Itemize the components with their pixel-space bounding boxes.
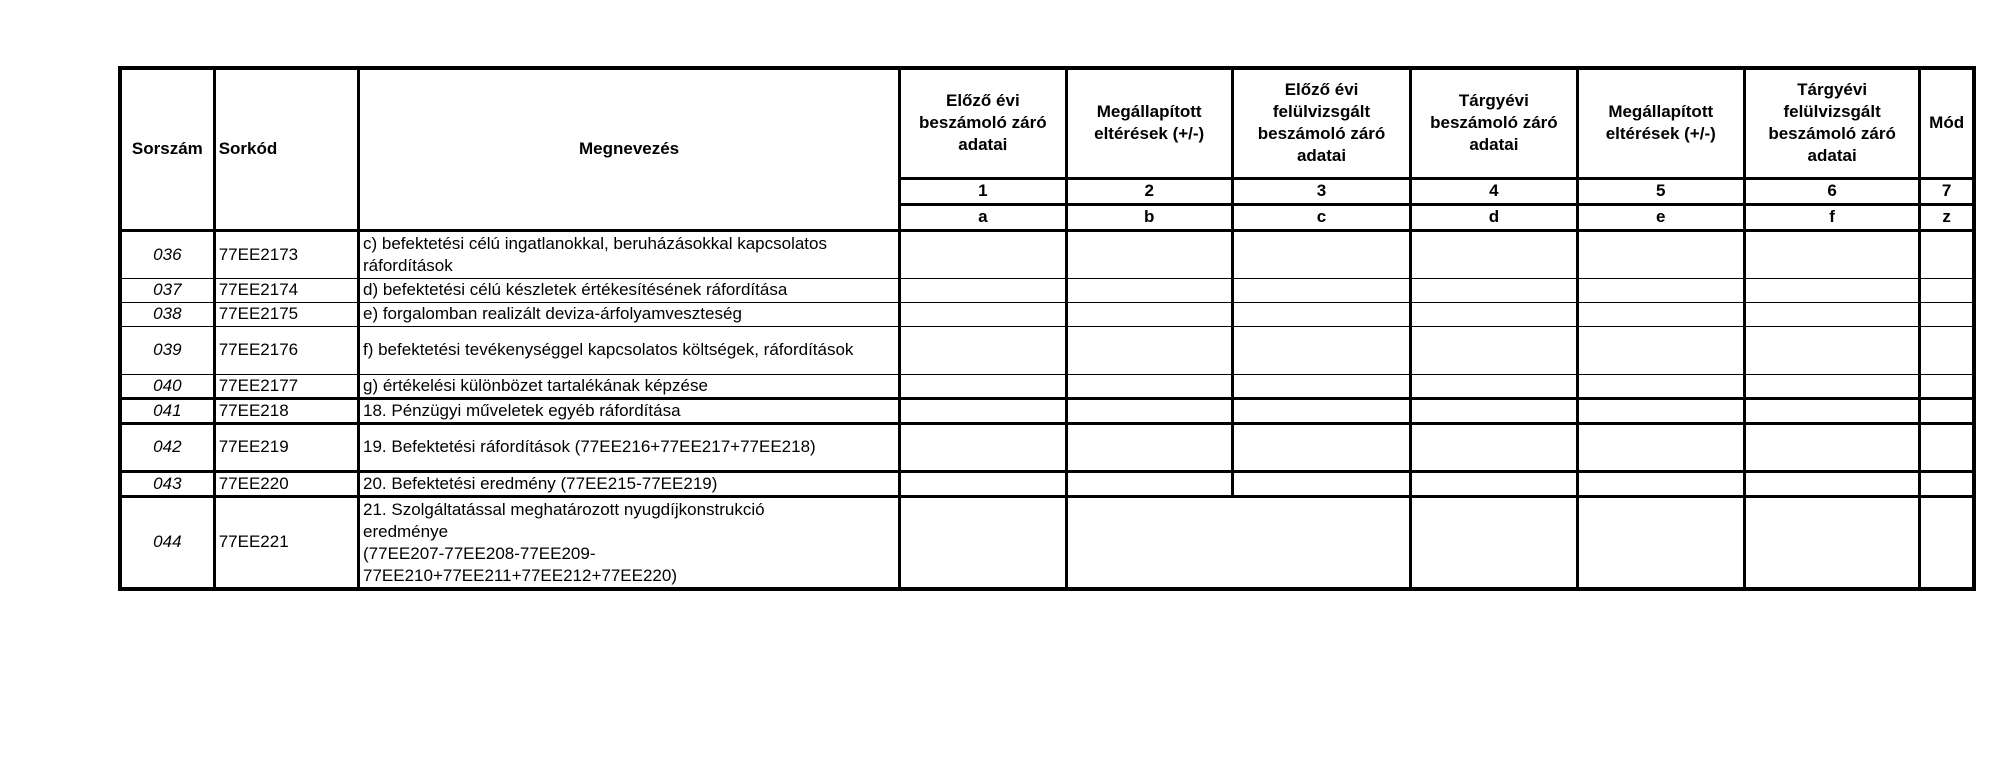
value-cell-d[interactable]	[1411, 230, 1577, 278]
megnevezes-line: 77EE210+77EE211+77EE212+77EE220)	[363, 565, 677, 585]
row-sorkod: 77EE2175	[214, 302, 358, 326]
value-cell-c[interactable]	[1232, 374, 1410, 398]
value-cell-a[interactable]	[900, 471, 1066, 496]
row-sorszam: 037	[120, 278, 214, 302]
value-cell-z[interactable]	[1920, 302, 1974, 326]
row-sorkod: 77EE218	[214, 398, 358, 423]
value-cell-a[interactable]	[900, 374, 1066, 398]
header-col2: Megállapított eltérések (+/-)	[1066, 68, 1232, 178]
row-megnevezes: 20. Befektetési eredmény (77EE215-77EE219)	[359, 471, 900, 496]
value-cell-f[interactable]	[1744, 302, 1919, 326]
row-megnevezes: e) forgalomban realizált deviza-árfolyamveszteség	[359, 302, 900, 326]
value-cell-z[interactable]	[1920, 230, 1974, 278]
row-megnevezes: f) befektetési tevékenységgel kapcsolatos költségek, ráfordítások	[359, 326, 900, 374]
value-cell-d[interactable]	[1411, 423, 1577, 471]
value-cell-d[interactable]	[1411, 326, 1577, 374]
value-cell-b[interactable]	[1066, 398, 1232, 423]
value-cell-b[interactable]	[1066, 326, 1232, 374]
megnevezes-line: 21. Szolgáltatással meghatározott nyugdíjkonstrukció	[363, 499, 765, 519]
col-number: 7	[1920, 178, 1974, 204]
row-megnevezes: c) befektetési célú ingatlanokkal, beruházásokkal kapcsolatos ráfordítások	[359, 230, 900, 278]
value-cell-e[interactable]	[1577, 326, 1744, 374]
value-cell-d[interactable]	[1411, 496, 1577, 589]
row-sorszam: 036	[120, 230, 214, 278]
row-megnevezes: 18. Pénzügyi műveletek egyéb ráfordítása	[359, 398, 900, 423]
col-letter: f	[1744, 204, 1919, 230]
value-cell-b[interactable]	[1066, 374, 1232, 398]
header-col5: Megállapított eltérések (+/-)	[1577, 68, 1744, 178]
header-col1: Előző évi beszámoló záró adatai	[900, 68, 1066, 178]
header-sorkod: Sorkód	[214, 68, 358, 230]
value-cell-z[interactable]	[1920, 398, 1974, 423]
value-cell-c[interactable]	[1232, 302, 1410, 326]
megnevezes-line: (77EE207-77EE208-77EE209-	[363, 543, 596, 563]
value-cell-z[interactable]	[1920, 471, 1974, 496]
value-cell-c[interactable]	[1232, 230, 1410, 278]
row-sorszam: 043	[120, 471, 214, 496]
row-sorkod: 77EE2173	[214, 230, 358, 278]
col-letter: a	[900, 204, 1066, 230]
value-cell-z[interactable]	[1920, 278, 1974, 302]
col-letter: z	[1920, 204, 1974, 230]
col-letter: b	[1066, 204, 1232, 230]
row-sorszam: 041	[120, 398, 214, 423]
value-cell-b[interactable]	[1066, 278, 1232, 302]
header-col7: Mód	[1920, 68, 1974, 178]
value-cell-d[interactable]	[1411, 278, 1577, 302]
header-megnevezes: Megnevezés	[359, 68, 900, 230]
value-cell-a[interactable]	[900, 230, 1066, 278]
value-cell-d[interactable]	[1411, 398, 1577, 423]
row-sorszam: 038	[120, 302, 214, 326]
value-cell-a[interactable]	[900, 302, 1066, 326]
col-letter: c	[1232, 204, 1410, 230]
value-cell-e[interactable]	[1577, 278, 1744, 302]
row-megnevezes	[359, 496, 900, 589]
col-number: 5	[1577, 178, 1744, 204]
value-cell-f[interactable]	[1744, 471, 1919, 496]
value-cell-b[interactable]	[1066, 302, 1232, 326]
value-cell-c[interactable]	[1232, 278, 1410, 302]
value-cell-e[interactable]	[1577, 230, 1744, 278]
row-sorkod: 77EE221	[214, 496, 358, 589]
row-sorkod: 77EE2174	[214, 278, 358, 302]
value-cell-bc[interactable]	[1066, 496, 1411, 589]
value-cell-d[interactable]	[1411, 302, 1577, 326]
value-cell-b[interactable]	[1066, 230, 1232, 278]
row-sorkod: 77EE219	[214, 423, 358, 471]
header-col6: Tárgyévi felülvizsgált beszámoló záró adatai	[1744, 68, 1919, 178]
value-cell-f[interactable]	[1744, 278, 1919, 302]
col-number: 4	[1411, 178, 1577, 204]
report-table	[118, 66, 1976, 591]
row-sorszam: 039	[120, 326, 214, 374]
value-cell-z[interactable]	[1920, 496, 1974, 589]
col-number: 1	[900, 178, 1066, 204]
value-cell-c[interactable]	[1232, 326, 1410, 374]
value-cell-a[interactable]	[900, 326, 1066, 374]
row-sorkod: 77EE220	[214, 471, 358, 496]
value-cell-z[interactable]	[1920, 374, 1974, 398]
header-sorszam: Sorszám	[120, 68, 214, 230]
value-cell-f[interactable]	[1744, 423, 1919, 471]
value-cell-a[interactable]	[900, 398, 1066, 423]
value-cell-f[interactable]	[1744, 398, 1919, 423]
row-sorkod: 77EE2176	[214, 326, 358, 374]
row-megnevezes: d) befektetési célú készletek értékesítésének ráfordítása	[359, 278, 900, 302]
value-cell-c[interactable]	[1232, 423, 1410, 471]
value-cell-e[interactable]	[1577, 302, 1744, 326]
value-cell-f[interactable]	[1744, 326, 1919, 374]
col-number: 6	[1744, 178, 1919, 204]
value-cell-z[interactable]	[1920, 326, 1974, 374]
value-cell-f[interactable]	[1744, 374, 1919, 398]
col-number: 2	[1066, 178, 1232, 204]
row-sorszam: 044	[120, 496, 214, 589]
value-cell-e[interactable]	[1577, 471, 1744, 496]
value-cell-a[interactable]	[900, 278, 1066, 302]
value-cell-b[interactable]	[1066, 423, 1232, 471]
value-cell-b[interactable]	[1066, 471, 1232, 496]
col-number: 3	[1232, 178, 1410, 204]
row-megnevezes: g) értékelési különbözet tartalékának képzése	[359, 374, 900, 398]
value-cell-e[interactable]	[1577, 423, 1744, 471]
header-col4: Tárgyévi beszámoló záró adatai	[1411, 68, 1577, 178]
value-cell-e[interactable]	[1577, 374, 1744, 398]
value-cell-e[interactable]	[1577, 496, 1744, 589]
row-sorszam: 042	[120, 423, 214, 471]
row-sorszam: 040	[120, 374, 214, 398]
value-cell-f[interactable]	[1744, 230, 1919, 278]
col-letter: d	[1411, 204, 1577, 230]
header-col3: Előző évi felülvizsgált beszámoló záró adatai	[1232, 68, 1410, 178]
col-letter: e	[1577, 204, 1744, 230]
value-cell-f[interactable]	[1744, 496, 1919, 589]
value-cell-z[interactable]	[1920, 423, 1974, 471]
megnevezes-line: eredménye	[363, 521, 449, 541]
value-cell-d[interactable]	[1411, 471, 1577, 496]
row-sorkod: 77EE2177	[214, 374, 358, 398]
value-cell-d[interactable]	[1411, 374, 1577, 398]
value-cell-a[interactable]	[900, 423, 1066, 471]
value-cell-c[interactable]	[1232, 398, 1410, 423]
row-megnevezes: 19. Befektetési ráfordítások (77EE216+77EE217+77EE218)	[359, 423, 900, 471]
value-cell-e[interactable]	[1577, 398, 1744, 423]
value-cell-a[interactable]	[900, 496, 1066, 589]
value-cell-c[interactable]	[1232, 471, 1410, 496]
